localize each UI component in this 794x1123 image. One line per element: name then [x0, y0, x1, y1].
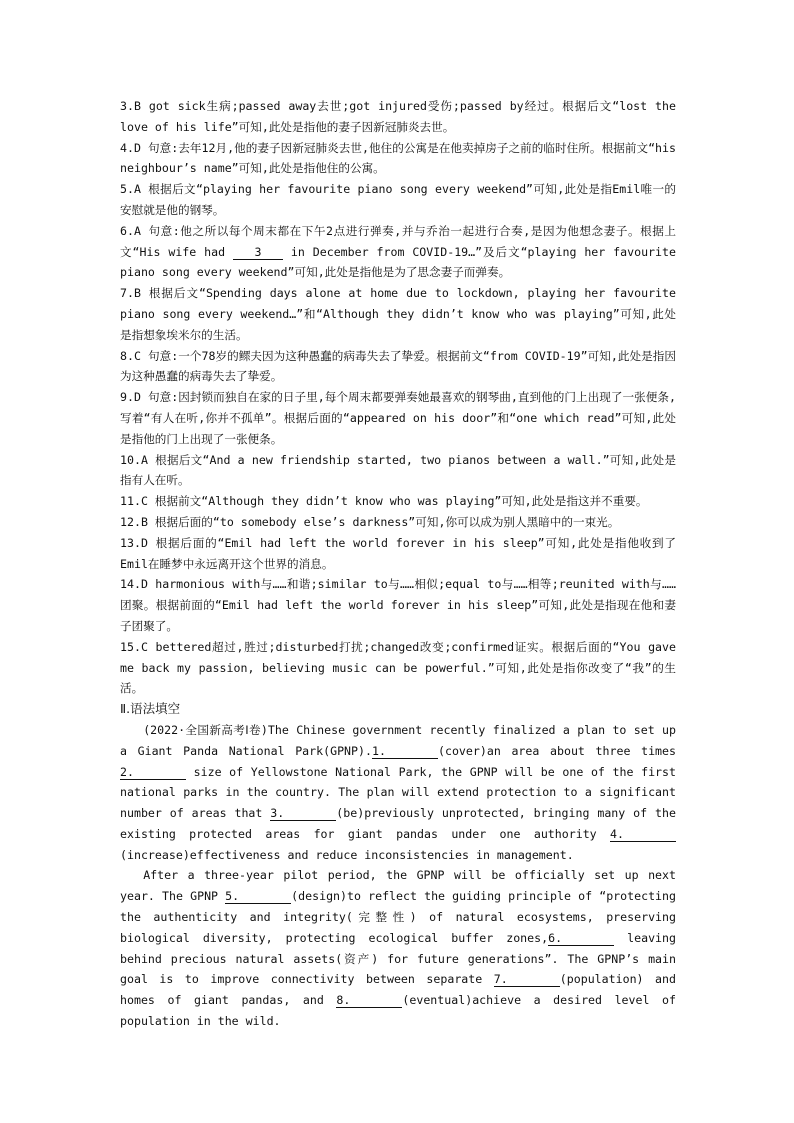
answer-item-15: 15.C bettered超过,胜过;disturbed打扰;changed改变;confirmed证实。根据后面的“You gave me back my passion, believing music can be powerful.”可知,此处是指你改变了“我”的生活。	[120, 639, 676, 696]
passage-text: (increase)effectiveness and reduce inconsistencies in management.	[120, 847, 574, 862]
answer-item-14: 14.D harmonious with与……和谐;similar to与……相似;equal to与……相等;reunited with与……团聚。根据前面的“Emil had left the world forever in his sleep”可知,此处是指现在他和妻子团聚了。	[120, 577, 676, 633]
blank-inline-number: 3	[254, 244, 262, 259]
passage-text: leaving behind precious natural assets(资产) for future generations”. The GPNP’s main goal is to improve connectivity between separate	[120, 930, 676, 987]
passage-text: size of Yellowstone National Park, the GPNP will be one of the first national parks in the country. The plan will extend protection to a significant number of areas that	[120, 764, 676, 821]
answer-item-8: 8.C 句意:一个78岁的鳏夫因为这种愚蠢的病毒失去了挚爱。根据前文“from COVID-19”可知,此处是指因为这种愚蠢的病毒失去了挚爱。	[120, 348, 676, 384]
blank-6: 6.	[548, 931, 614, 946]
passage-text: (eventual)achieve a desired level of population in the wild.	[120, 993, 677, 1029]
blank-2: 2.	[120, 765, 186, 780]
section-title: Ⅱ.语法填空	[120, 701, 181, 717]
answer-item-10: 10.A 根据后文“And a new friendship started, two pianos between a wall.”可知,此处是指有人在听。	[120, 452, 676, 488]
answer-item-4: 4.D 句意:去年12月,他的妻子因新冠肺炎去世,他住的公寓是在他卖掉房子之前的临时住所。根据前文“his neighbour’s name”可知,此处是指他住的公寓。	[120, 140, 676, 176]
answer-item-5: 5.A 根据后文“playing her favourite piano song every weekend”可知,此处是指Emil唯一的安慰就是他的钢琴。	[120, 182, 676, 217]
blank-8: 8.	[336, 993, 402, 1008]
blank-inline-3	[233, 245, 283, 260]
blank-4: 4.	[610, 827, 676, 842]
answer-item-13: 13.D 根据后面的“Emil had left the world forever in his sleep”可知,此处是指他收到了Emil在睡梦中永远离开这个世界的消息。	[120, 535, 676, 571]
passage-text: (cover)an area about three times	[437, 743, 676, 758]
blank-7: 7.	[494, 972, 560, 987]
answer-item-11: 11.C 根据前文“Although they didn’t know who was playing”可知,此处是指这并不重要。	[120, 494, 648, 509]
passage-text: (design)to reflect the guiding principle of “protecting the authenticity and integrity(完整性) of natural ecosystems, preserving biological diversity, protecting ecological buffer zones,	[120, 889, 677, 945]
blank-5: 5.	[225, 889, 291, 904]
answer-item-6-pre: 6.A 句意:他之所以每个周末都在下午2点进行弹奏,并与乔治一起进行合奏,是因为他想念妻子。根据上文“His wife had	[120, 223, 676, 259]
passage-paragraph-2	[120, 865, 676, 1031]
passage-text: After a three-year pilot period, the GPNP will be officially set up next year. The GPNP	[120, 868, 676, 904]
passage-text: (population) and homes of giant pandas, and	[120, 972, 676, 1008]
answer-item-9: 9.D 句意:因封锁而独自在家的日子里,每个周末都要弹奏她最喜欢的钢琴曲,直到他的门上出现了一张便条,写着“有人在听,你并不孤单”。根据后面的“appeared on his door”和“one which read”可知,此处是指他的门上出现了一张便条。	[120, 390, 676, 446]
passage-paragraph-1	[120, 720, 676, 866]
answer-item-3: 3.B got sick生病;passed away去世;got injured受伤;passed by经过。根据后文“lost the love of his life”可知,此处是指他的妻子因新冠肺炎去世。	[120, 99, 676, 134]
blank-3: 3.	[270, 806, 336, 821]
answer-explanations	[120, 96, 676, 699]
blank-1: 1.	[372, 744, 438, 759]
answer-item-7: 7.B 根据后文“Spending days alone at home due to lockdown, playing her favourite piano song every weekend…”和“Although they didn’t know who was playing”可知,此处是指想象埃米尔的生活。	[120, 286, 676, 342]
answer-item-6	[120, 221, 676, 283]
passage-text: (be)previously unprotected, bringing many of the existing protected areas for giant pandas under one authority	[120, 806, 676, 841]
answer-item-12: 12.B 根据后面的“to somebody else’s darkness”可知,你可以成为别人黑暗中的一束光。	[120, 514, 620, 529]
passage-text: (2022·全国新高考Ⅰ卷)The Chinese government recently finalized a plan to set up a Giant Panda National Park(GPNP).	[120, 722, 676, 758]
answer-item-6-post: in December from COVID-19…”及后文“playing her favourite piano song every weekend”可知,此处是指他是为了思念妻子而弹奏。	[120, 244, 676, 280]
document-content	[120, 96, 676, 1032]
